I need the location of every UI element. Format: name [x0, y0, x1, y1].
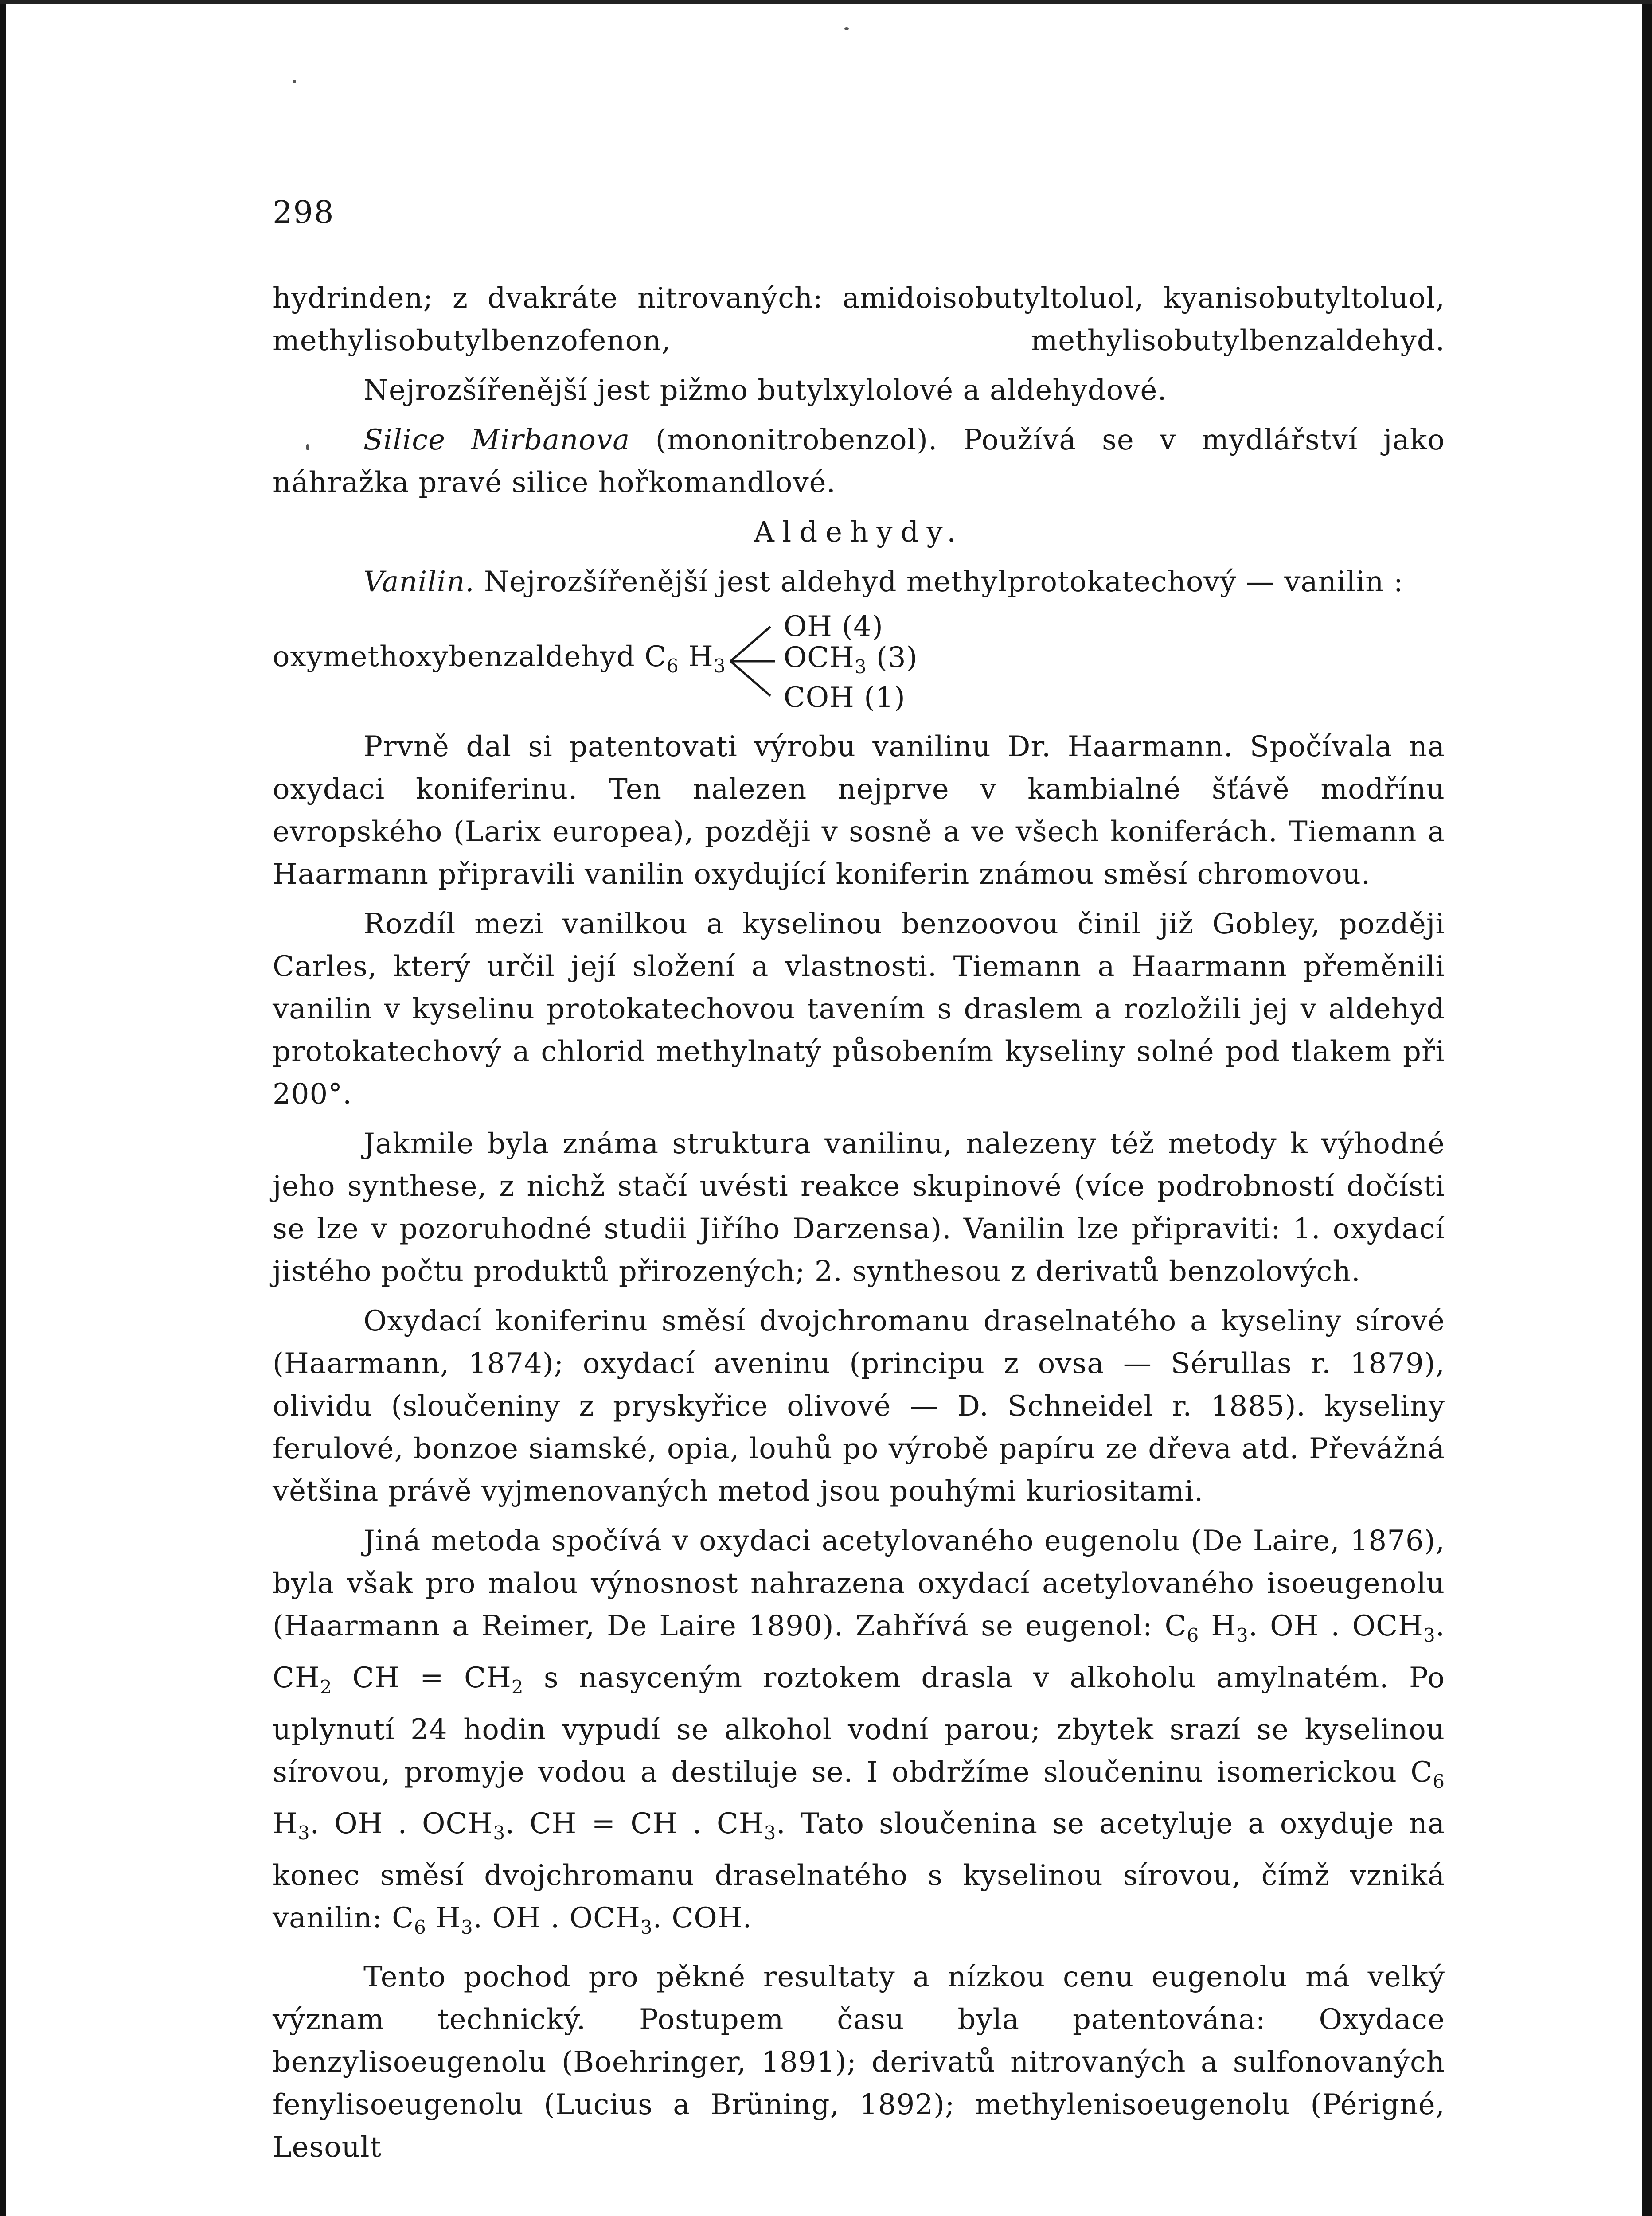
formula-branches [784, 609, 918, 714]
scan-border-top [0, 0, 1652, 4]
paragraph-4: Vanilin. Nejrozšířenější jest aldehyd methylprotokatechový — vanilin : [363, 566, 1404, 598]
formula-bond-lines [726, 617, 779, 706]
term-vanilin: Vanilin. [363, 566, 475, 598]
formula-branch-coh: COH (1) [783, 681, 906, 714]
paragraph-6: Rozdíl mezi vanilkou a kyselinou benzoovou činil již Gobley, později Carles, který určil její složení a vlastnosti. Tiemann a Haarmann přeměnili vanilin v kyselinu protokatechovou tavením s draslem a rozložili jej v aldehyd protokatechový a chlorid methylnatý působením kyseliny solné pod tlakem při 200°. [273, 908, 1445, 1111]
paragraph-10: Tento pochod pro pěkné resultaty a nízkou cenu eugenolu má velký význam technický. Postupem času byla patentována: Oxydace benzylisoeugenolu (Boehringer, 1891); derivatů nitrovaných a sulfonovaných fenylisoeugenolu (Lucius a Brüning, 1892); methylenisoeugenolu (Périgné, Lesoult [273, 1960, 1445, 2164]
paragraph-5: Prvně dal si patentovati výrobu vanilinu Dr. Haarmann. Spočívala na oxydaci koniferinu. Ten nalezen nejprve v kambialné šťávě modřínu evropského (Larix europea), později v sosně a ve všech koniferách. Tiemann a Haarmann připravili vanilin oxydující koniferin známou směsí chromovou. [273, 730, 1445, 891]
formula-name: oxymethoxybenzaldehyd $C_6$ $H_3$ [273, 640, 726, 677]
term-silice-mirbanova: Silice Mirbanova [363, 424, 630, 456]
vanilin-formula [273, 610, 1445, 712]
body-text [273, 277, 1445, 2176]
paragraph-9: Jiná metoda spočívá v oxydaci acetylovaného eugenolu (De Laire, 1876), byla však pro malou výnosnost nahrazena oxydací acetylovaného isoeugenolu (Haarmann a Reimer, De Laire 1890). Zahřívá se eugenol: $C_6$ $H_3$. OH . $OCH_3$. $CH_2$ CH = $CH_2$ s nasyceným roztokem drasla v alkoholu amylnatém. Po uplynutí 24 hodin vypudí se alkohol vodní parou; zbytek srazí se kyselinou sírovou, promyje vodou a destiluje se. I obdržíme sloučeninu isomerickou $C_6$ $H_3$. OH . $OCH_3$. CH = CH . $CH_3$. Tato sloučenina se acetyluje a oxyduje na konec směsí dvojchromanu draselnatého s kyselinou sírovou, čímž vzniká vanilin: $C_6$ $H_3$. OH . $OCH_3$. COH. [273, 1525, 1445, 1938]
scan-border-right [1642, 0, 1652, 2216]
paragraph-7: Jakmile byla známa struktura vanilinu, nalezeny též metody k výhodné jeho synthese, z nichž stačí uvésti reakce skupinové (více podrobností dočísti se lze v pozoruhodné studii Jiřího Darzensa). Vanilin lze připraviti: 1. oxydací jistého počtu produktů přirozených; 2. synthesou z derivatů benzolových. [273, 1128, 1445, 1288]
paragraph-1: hydrinden; z dvakráte nitrovaných: amidoisobutyltoluol, kyanisobutyltoluol, methylisobutylbenzofenon, methylisobutylbenzaldehyd. [273, 282, 1445, 357]
paragraph-8: Oxydací koniferinu směsí dvojchromanu draselnatého a kyseliny sírové (Haarmann, 1874); oxydací aveninu (principu z ovsa — Sérullas r. 1879), olividu (sloučeniny z pryskyřice olivové — D. Schneidel r. 1885). kyseliny ferulové, bonzoe siamské, opia, louhů po výrobě papíru ze dřeva atd. Převážná většina právě vyjmenovaných metod jsou pouhými kuriositami. [273, 1305, 1445, 1508]
scan-speck [844, 27, 849, 30]
scan-border-left [0, 0, 6, 2216]
section-heading: Aldehydy. [754, 516, 964, 549]
paragraph-3: Silice Mirbanova (mononitrobenzol). Používá se v mydlářství jako náhražka pravé silice hořkomandlové. [273, 424, 1445, 499]
formula-branch-och3: $OCH_3$ (3) [783, 641, 918, 678]
formula-branch-oh: OH (4) [783, 610, 883, 643]
paragraph-2: Nejrozšířenější jest pižmo butylxylolové a aldehydové. [363, 374, 1167, 407]
page-number: 298 [273, 194, 335, 230]
scan-speck [293, 80, 296, 83]
